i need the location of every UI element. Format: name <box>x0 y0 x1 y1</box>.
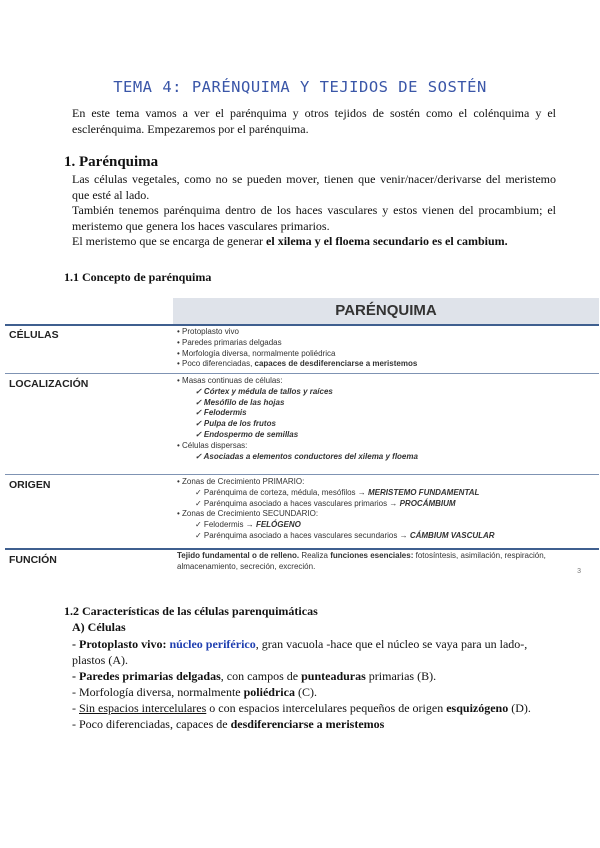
list-item <box>72 668 562 684</box>
localizacion-line: ✓ Felodermis <box>195 408 247 418</box>
divider <box>5 373 599 374</box>
item-text: (C). <box>294 685 317 699</box>
localizacion-line: ✓ Mesófilo de las hojas <box>195 397 285 407</box>
slide-header: PARÉNQUIMA <box>173 298 599 324</box>
section-heading-caracteristicas: 1.2 Características de las células parenquimáticas <box>64 604 318 618</box>
funcion-bold: Tejido fundamental o de relleno. <box>177 551 302 560</box>
funcion-text: Realiza <box>301 551 331 560</box>
origen-text: ✓ Parénquima asociado a haces vasculares primarios → <box>195 498 400 508</box>
item-text: , con campos de <box>220 669 302 683</box>
divider <box>5 548 599 550</box>
p3-text: El meristemo que se encarga de generar <box>72 234 267 248</box>
divider <box>5 474 599 475</box>
section1-body <box>72 172 556 250</box>
row-label-localizacion: LOCALIZACIÓN <box>9 378 89 390</box>
item-bold: poliédrica <box>243 685 295 699</box>
section1-p3 <box>72 234 556 250</box>
item-bold: - Paredes primarias delgadas <box>72 669 221 683</box>
row-content-origen <box>177 477 597 542</box>
row-label-origen: ORIGEN <box>9 479 51 491</box>
celulas-line: • Paredes primarias delgadas <box>177 337 282 347</box>
item-bold: esquizógeno <box>446 701 509 715</box>
celulas-text: • Poco diferenciadas, <box>177 359 255 369</box>
localizacion-line: • Células dispersas: <box>177 440 248 450</box>
divider <box>5 324 599 326</box>
item-text: (D). <box>508 701 531 715</box>
origen-text: ✓ Felodermis → <box>195 520 256 530</box>
item-text: , gran vacuola -hace que el núcleo se vaya para un lado-, <box>255 637 528 651</box>
origen-bold: FELÓGENO <box>255 520 301 530</box>
item-bold: punteaduras <box>301 669 366 683</box>
localizacion-line: ✓ Asociadas a elementos conductores del xilema y floema <box>195 451 418 461</box>
origen-line: • Zonas de Crecimiento SECUNDARIO: <box>177 509 319 519</box>
section1-p2: También tenemos parénquima dentro de los haces vasculares y estos vienen del procambium; el meristemo que genera los haces vasculares primarios. <box>72 203 556 233</box>
section-heading-parenquima: 1. Parénquima <box>64 154 159 170</box>
item-text: o con espacios intercelulares pequeños de origen <box>206 701 447 715</box>
parenquima-slide <box>5 298 599 583</box>
localizacion-line: ✓ Pulpa de los frutos <box>195 419 276 429</box>
row-label-celulas: CÉLULAS <box>9 329 59 341</box>
item-highlight: núcleo periférico <box>169 637 256 651</box>
characteristics-list <box>72 636 562 732</box>
item-text: - Morfología diversa, normalmente <box>72 685 244 699</box>
origen-line <box>177 520 597 531</box>
subheading-celulas: A) Células <box>72 620 126 634</box>
row-content-funcion <box>177 551 597 573</box>
origen-bold: PROCÁMBIUM <box>399 498 456 508</box>
origen-line <box>177 531 597 542</box>
item-bold: - Protoplasto vivo: <box>72 637 170 651</box>
list-item <box>72 716 562 732</box>
localizacion-line: • Masas continuas de células: <box>177 376 283 385</box>
section-heading-concepto: 1.1 Concepto de parénquima <box>64 270 212 284</box>
celulas-line: • Morfología diversa, normalmente poliédrica <box>177 348 336 358</box>
list-item <box>72 684 562 700</box>
item-text: - <box>72 701 79 715</box>
item-underlined: Sin espacios intercelulares <box>79 701 207 715</box>
funcion-line: almacenamiento, secreción, excreción. <box>177 561 316 571</box>
funcion-text: fotosíntesis, asimilación, respiración, <box>415 551 546 560</box>
row-content-localizacion <box>177 376 597 462</box>
origen-bold: MERISTEMO FUNDAMENTAL <box>368 487 480 497</box>
origen-text: ✓ Parénquima de corteza, médula, mesófilos → <box>195 487 369 497</box>
origen-bold: CÁMBIUM VASCULAR <box>409 530 495 540</box>
celulas-line: • Protoplasto vivo <box>177 327 239 336</box>
origen-line <box>177 499 597 510</box>
item-bold: desdiferenciarse a meristemos <box>230 717 385 731</box>
funcion-bold: funciones esenciales: <box>330 551 416 560</box>
celulas-bold: capaces de desdiferenciarse a meristemos <box>254 359 418 369</box>
origen-line <box>177 488 597 499</box>
slide-page-number: 3 <box>577 568 581 575</box>
localizacion-line: ✓ Endospermo de semillas <box>195 429 299 439</box>
p3-bold: el xilema y el floema secundario es el cambium. <box>266 234 508 248</box>
localizacion-line: ✓ Córtex y médula de tallos y raíces <box>195 386 333 396</box>
list-item <box>72 636 562 652</box>
origen-line: • Zonas de Crecimiento PRIMARIO: <box>177 477 305 486</box>
section1-p1: Las células vegetales, como no se pueden mover, tienen que venir/nacer/derivarse del meristemo que esté al lado. <box>72 172 556 202</box>
list-item <box>72 700 562 716</box>
list-item: plastos (A). <box>72 653 128 667</box>
funcion-line <box>177 551 597 562</box>
row-content-celulas <box>177 327 597 370</box>
item-text: - Poco diferenciadas, capaces de <box>72 717 231 731</box>
item-text: primarias (B). <box>365 669 437 683</box>
origen-text: ✓ Parénquima asociado a haces vasculares secundarios → <box>195 530 410 540</box>
row-label-funcion: FUNCIÓN <box>9 554 57 566</box>
celulas-line <box>177 359 597 370</box>
page-title: TEMA 4: PARÉNQUIMA Y TEJIDOS DE SOSTÉN <box>113 78 487 96</box>
intro-paragraph: En este tema vamos a ver el parénquima y otros tejidos de sostén como el colénquima y el esclerénquima. Empezaremos por el parénquima. <box>72 106 556 136</box>
